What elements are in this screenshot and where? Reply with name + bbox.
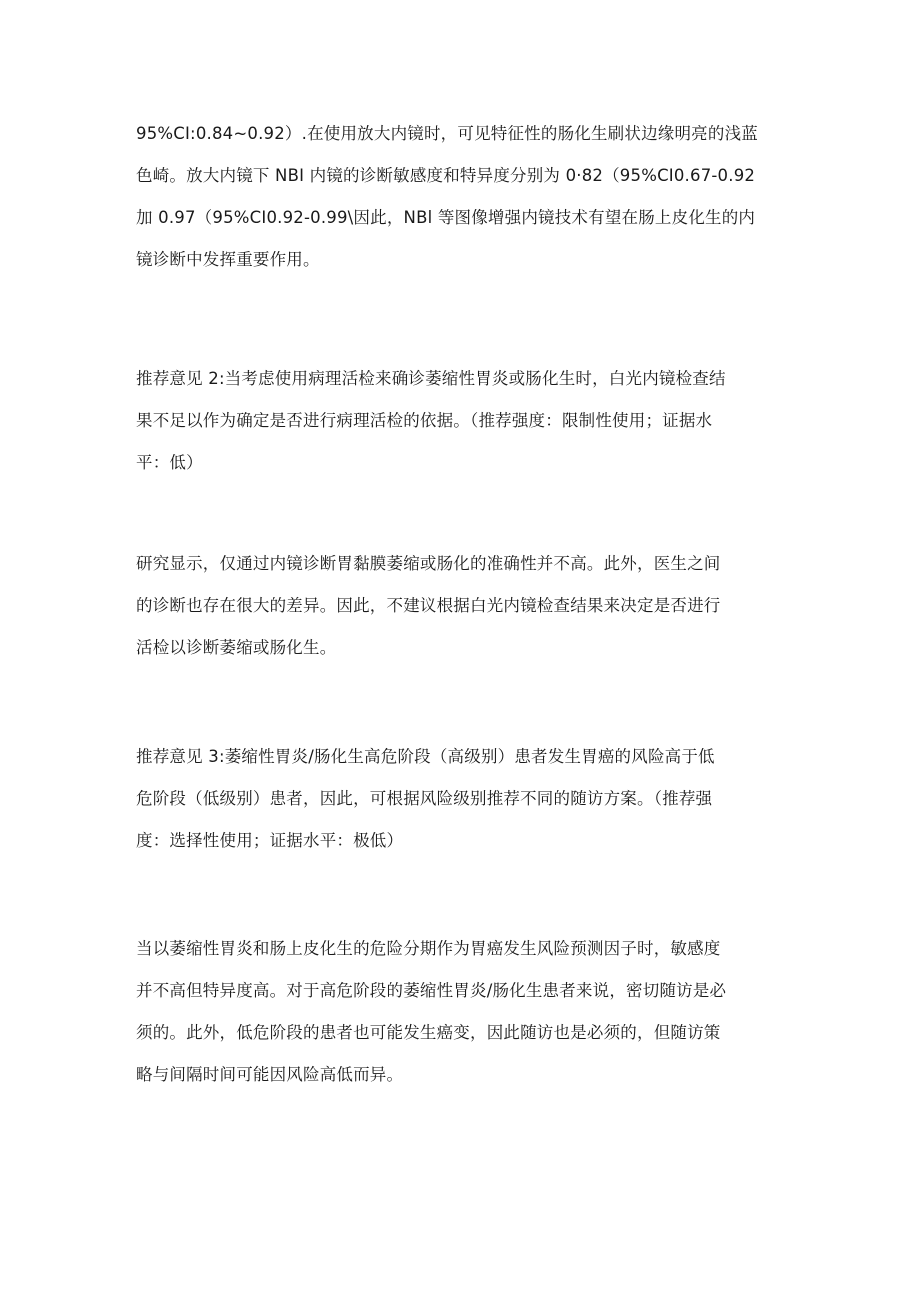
text-line: 度：选择性使用；证据水平：极低） [136,831,404,850]
text-line: 当以萎缩性胃炎和肠上皮化生的危险分期作为胃癌发生风险预测因子时，敏感度 [136,939,721,958]
text-line: 危阶段（低级别）患者，因此，可根据风险级别推荐不同的随访方案。（推荐强 [136,789,713,808]
text-line: 色崎。放大内镜下 NBI 内镜的诊断敏感度和特异度分别为 0·82（95%CI0.67-0.92 [136,166,756,185]
text-line: 推荐意见 3:萎缩性胃炎/肠化生高危阶段（高级别）患者发生胃癌的风险高于低 [136,747,715,766]
text-line: 果不足以作为确定是否进行病理活检的依据。（推荐强度：限制性使用；证据水 [136,411,713,430]
text-line: 加 0.97（95%CI0.92-0.99\因此，NBl 等图像增强内镜技术有望在肠上皮化生的内 [136,208,756,227]
paragraph-study-findings [136,543,786,669]
paragraph-risk-staging [136,928,786,1096]
text-line: 并不高但特异度高。对于高危阶段的萎缩性胃炎/肠化生患者来说，密切随访是必 [136,981,727,1000]
paragraph-nbi-diagnosis [136,113,786,281]
text-line: 研究显示，仅通过内镜诊断胃黏膜萎缩或肠化的准确性并不高。此外，医生之间 [136,554,721,573]
text-line: 推荐意见 2:当考虑使用病理活检来确诊萎缩性胃炎或肠化生时，白光内镜检查结 [136,369,726,388]
text-line: 镜诊断中发挥重要作用。 [136,250,320,269]
text-line: 95%CI:0.84~0.92）.在使用放大内镜时，可见特征性的肠化生刷状边缘明亮的浅蓝 [136,124,758,143]
paragraph-recommendation-3 [136,736,786,862]
text-line: 活检以诊断萎缩或肠化生。 [136,638,337,657]
text-line: 的诊断也存在很大的差异。因此，不建议根据白光内镜检查结果来决定是否进行 [136,596,721,615]
text-line: 须的。此外，低危阶段的患者也可能发生癌变，因此随访也是必须的，但随访策 [136,1023,721,1042]
text-line: 平：低） [136,453,203,472]
text-line: 略与间隔时间可能因风险高低而异。 [136,1065,404,1084]
paragraph-recommendation-2 [136,358,786,484]
